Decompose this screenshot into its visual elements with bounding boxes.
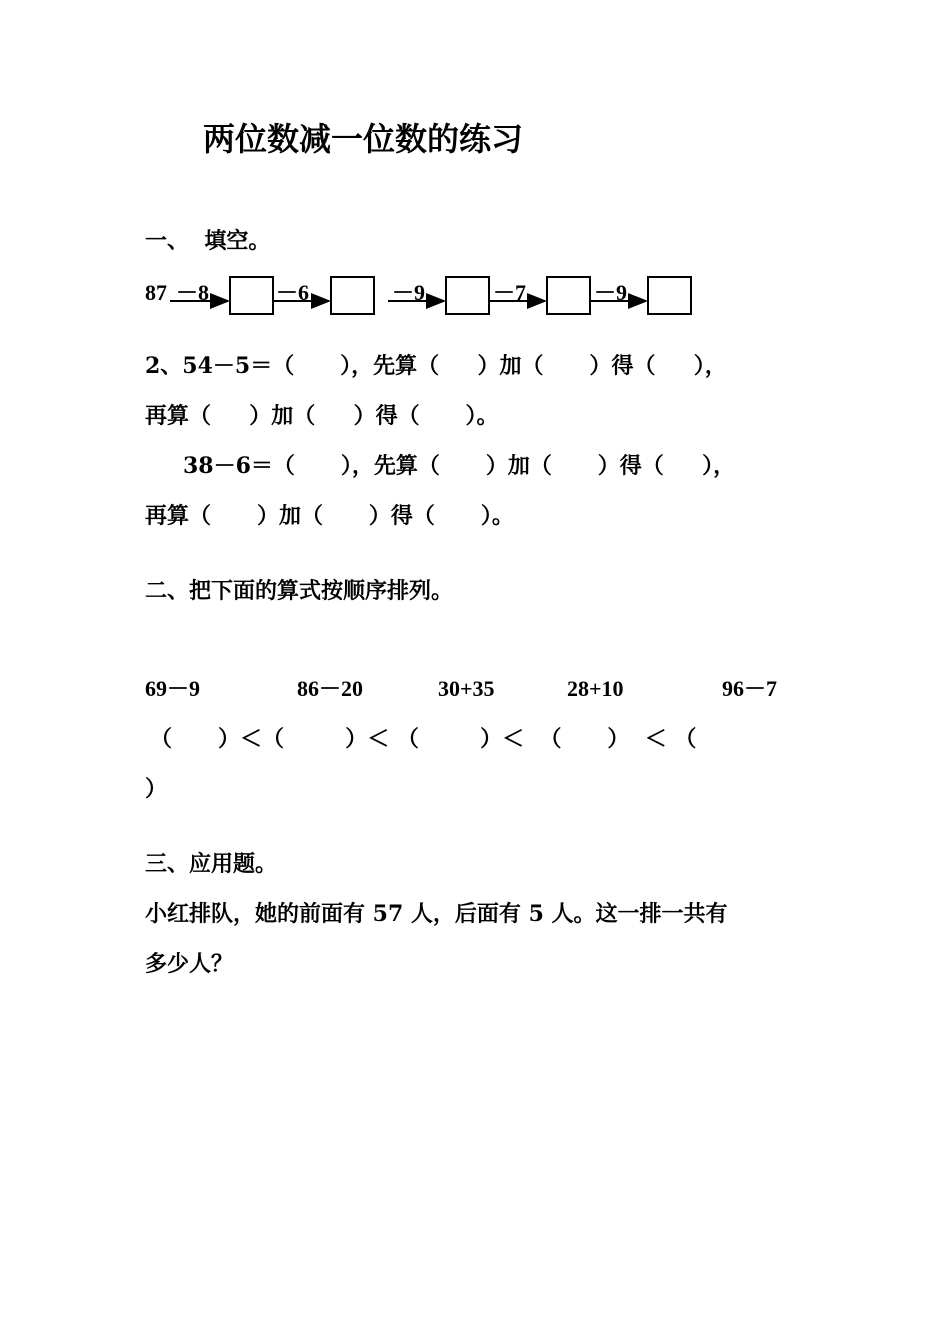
expression-2: 86－20 — [297, 676, 364, 701]
page-title: 两位数减一位数的练习 — [203, 120, 524, 158]
expression-4: 28+10 — [567, 676, 624, 701]
expression-1: 69－9 — [145, 676, 201, 701]
chain-op-4: －7 — [493, 280, 527, 305]
q2-line-2: 再算（ ）加（ ）得（ ）。 — [145, 403, 499, 429]
answer-box-4[interactable] — [546, 276, 591, 315]
q2-line-4: 再算（ ）加（ ）得（ ）。 — [145, 503, 514, 529]
expression-3: 30+35 — [438, 676, 495, 701]
chain-op-3: －9 — [392, 280, 426, 305]
order-close-paren: ） — [145, 776, 168, 802]
chain-op-2: －6 — [276, 280, 310, 305]
q2-line-3: 38－6＝（ ），先算（ ）加（ ）得（ ）， — [183, 453, 736, 479]
word-problem-line-1: 小红排队，她的前面有 57 人，后面有 5 人。这一排一共有 — [145, 901, 728, 927]
chain-op-1: －8 — [176, 280, 210, 305]
answer-box-1[interactable] — [229, 276, 274, 315]
section3-heading: 三、应用题。 — [145, 851, 278, 877]
answer-box-2[interactable] — [330, 276, 375, 315]
chain-start-number: 87 — [145, 280, 167, 305]
section1-heading: 一、 填空。 — [145, 228, 271, 254]
order-blanks-line: （ ）＜（ ）＜ （ ）＜ （ ） ＜ （ — [150, 726, 697, 752]
expression-5: 96－7 — [722, 676, 778, 701]
answer-box-3[interactable] — [445, 276, 490, 315]
section2-heading: 二、把下面的算式按顺序排列。 — [145, 578, 454, 604]
chain-arrows — [0, 0, 950, 400]
q2-line-1: 2、54－5＝（ ），先算（ ）加（ ）得（ ）， — [145, 353, 727, 379]
chain-op-5: －9 — [594, 280, 628, 305]
answer-box-5[interactable] — [647, 276, 692, 315]
word-problem-line-2: 多少人？ — [145, 951, 234, 977]
